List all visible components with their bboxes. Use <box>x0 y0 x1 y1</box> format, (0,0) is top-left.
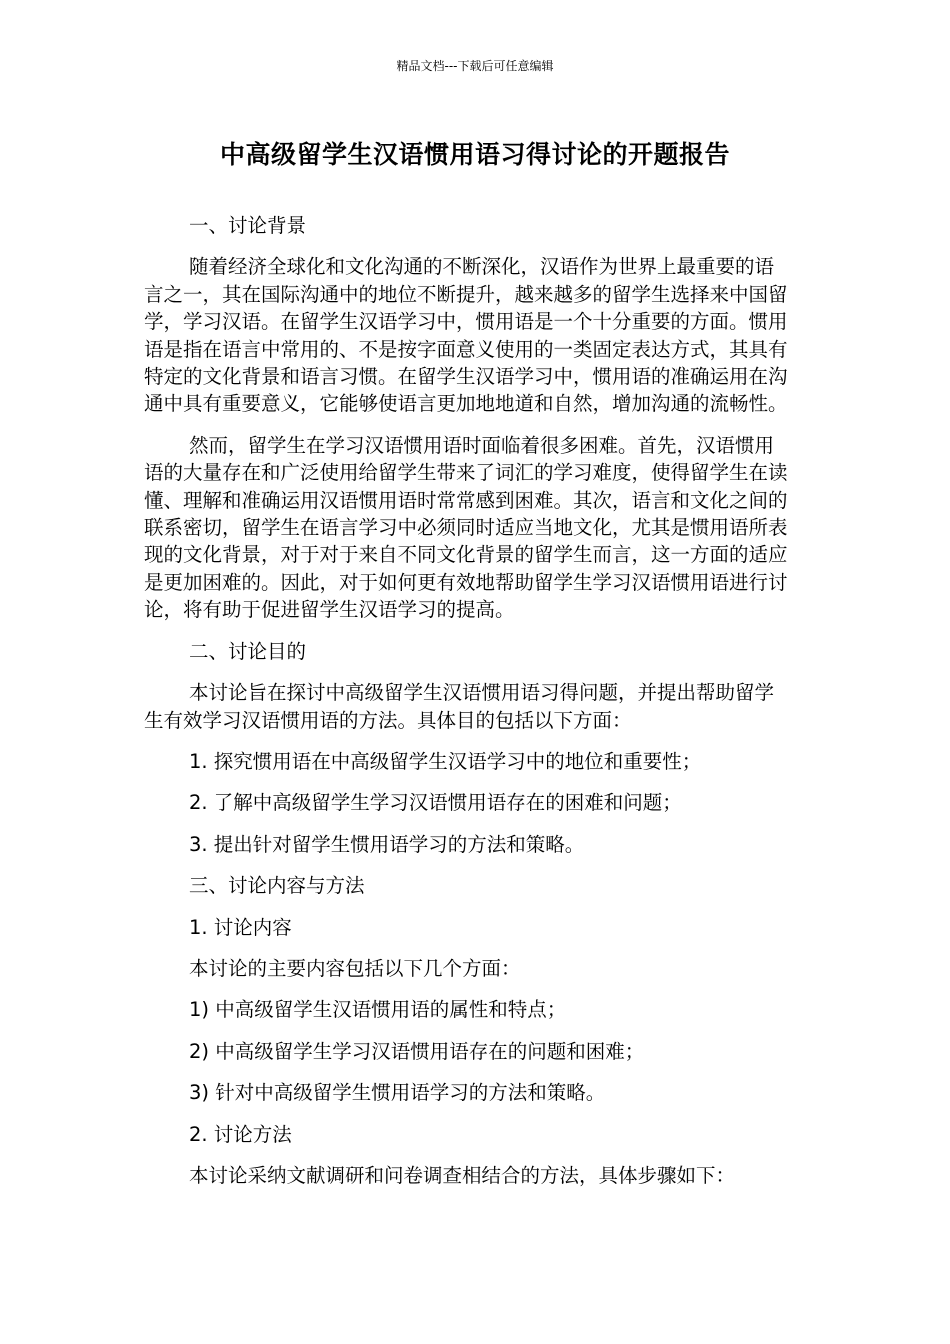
paragraph-background-2: 然而，留学生在学习汉语惯用语时面临着很多困难。首先，汉语惯用语的大量存在和广泛使用给留学生带来了词汇的学习难度，使得留学生在读懂、理解和准确运用汉语惯用语时常常感到困难。其次，语言和文化之间的联系密切，留学生在语言学习中必须同时适应当地文化，尤其是惯用语所表现的文化背景，对于对于来自不同文化背景的留学生而言，这一方面的适应是更加困难的。因此，对于如何更有效地帮助留学生学习汉语惯用语进行讨论，将有助于促进留学生汉语学习的提高。 <box>144 433 788 622</box>
subheading-method: 2. 讨论方法 <box>189 1122 292 1146</box>
section-heading-purpose: 二、讨论目的 <box>189 639 307 663</box>
document-body <box>144 212 792 1189</box>
list-item: 3) 针对中高级留学生惯用语学习的方法和策略。 <box>189 1081 606 1105</box>
paragraph-background-1: 随着经济全球化和文化沟通的不断深化，汉语作为世界上最重要的语言之一，其在国际沟通中的地位不断提升，越来越多的留学生选择来中国留学，学习汉语。在留学生汉语学习中，惯用语是一个十分重要的方面。惯用语是指在语言中常用的、不是按字面意义使用的一类固定表达方式，其具有特定的文化背景和语言习惯。在留学生汉语学习中，惯用语的准确运用在沟通中具有重要意义，它能够使语言更加地地道和自然，增加沟通的流畅性。 <box>144 255 788 416</box>
list-item: 1) 中高级留学生汉语惯用语的属性和特点； <box>189 998 567 1022</box>
section-heading-content-method: 三、讨论内容与方法 <box>189 874 365 898</box>
document-title: 中高级留学生汉语惯用语习得讨论的开题报告 <box>219 140 730 169</box>
list-item: 3. 提出针对留学生惯用语学习的方法和策略。 <box>189 832 585 856</box>
subheading-content: 1. 讨论内容 <box>189 915 292 939</box>
paragraph-method-intro: 本讨论采纳文献调研和问卷调查相结合的方法，具体步骤如下： <box>189 1163 736 1187</box>
paragraph-content-intro: 本讨论的主要内容包括以下几个方面： <box>189 956 521 980</box>
paragraph-purpose: 本讨论旨在探讨中高级留学生汉语惯用语习得问题，并提出帮助留学生有效学习汉语惯用语的方法。具体目的包括以下方面： <box>144 681 775 732</box>
list-item: 2) 中高级留学生学习汉语惯用语存在的问题和困难； <box>189 1039 645 1063</box>
page-header: 精品文档---下载后可任意编辑 <box>396 59 554 73</box>
list-item: 1. 探究惯用语在中高级留学生汉语学习中的地位和重要性； <box>189 749 702 773</box>
section-heading-background: 一、讨论背景 <box>189 214 307 237</box>
list-item: 2. 了解中高级留学生学习汉语惯用语存在的困难和问题； <box>189 791 682 815</box>
